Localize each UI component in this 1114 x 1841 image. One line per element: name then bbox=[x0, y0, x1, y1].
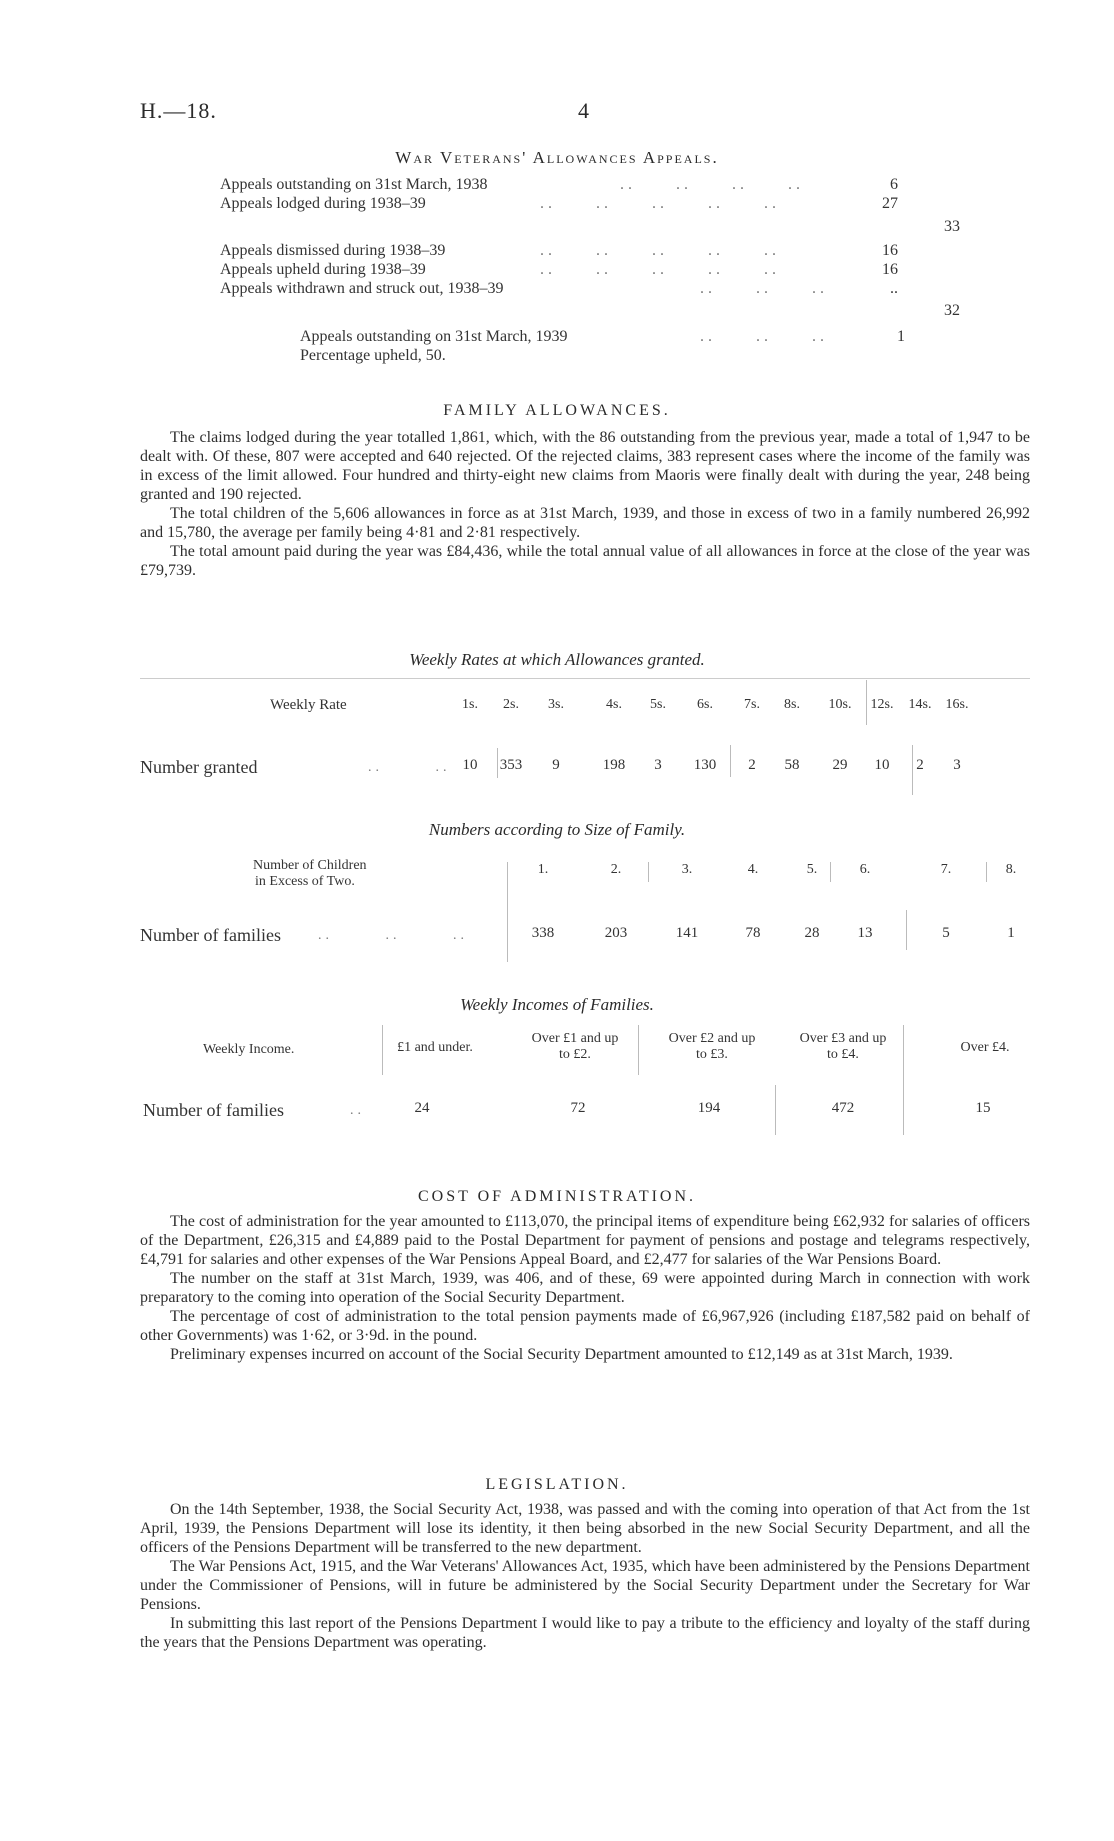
leader-dots: .. .. .. .. .. bbox=[540, 261, 780, 278]
children-excess-label-b: in Excess of Two. bbox=[255, 874, 355, 889]
column-rule bbox=[903, 1025, 904, 1135]
paragraph: The War Pensions Act, 1915, and the War Veterans' Allowances Act, 1935, which have been administered by the Pensions Department under the Commissioner of Pensions, will in future be administered by the Social Security Department under the Secretary for War Pensions. bbox=[140, 1558, 1030, 1613]
income-count-cell: 72 bbox=[570, 1100, 586, 1116]
income-header-line: Over £3 and up bbox=[799, 1031, 887, 1046]
rate-count-cell: 353 bbox=[499, 757, 523, 773]
paragraph: On the 14th September, 1938, the Social Security Act, 1938, was passed and with the coming into operation of that Act from the 1st April, 1939, the Pensions Department will lose its identity, it then being absorbed in the new Social Security Department, and all the officers of the Pensions Department will be transferred to the new department. bbox=[140, 1501, 1030, 1556]
leader-dots: .. .. .. bbox=[318, 928, 468, 943]
number-of-families-label: Number of families bbox=[140, 925, 281, 945]
appeals-dismissed-value: 16 bbox=[882, 242, 898, 259]
column-rule bbox=[912, 745, 913, 795]
appeals-withdrawn-label: Appeals withdrawn and struck out, 1938–39 bbox=[220, 280, 504, 297]
income-header-cell bbox=[778, 1031, 908, 1063]
paragraph: The total amount paid during the year was £84,436, while the total annual value of all allowances in force at the close of the year was £79,739. bbox=[140, 543, 1030, 579]
rate-count-cell: 10 bbox=[874, 757, 890, 773]
column-rule bbox=[507, 862, 508, 962]
rate-header-cell: 2s. bbox=[503, 697, 519, 712]
rate-count-cell: 2 bbox=[916, 757, 924, 773]
leader-dots: .. .. .. .. .. bbox=[540, 195, 780, 212]
income-header-line: Over £1 and up bbox=[531, 1031, 619, 1046]
weekly-rates-title: Weekly Rates at which Allowances granted. bbox=[409, 650, 705, 669]
income-header-line: to £3. bbox=[696, 1047, 728, 1062]
column-rule bbox=[648, 862, 649, 882]
appeals-outstanding-start-label: Appeals outstanding on 31st March, 1938 bbox=[220, 176, 488, 193]
size-header-cell: 2. bbox=[610, 862, 622, 877]
rate-count-cell: 58 bbox=[784, 757, 800, 773]
rate-count-cell: 2 bbox=[748, 757, 756, 773]
rate-header-cell: 12s. bbox=[870, 697, 894, 712]
income-header-cell bbox=[920, 1040, 1050, 1056]
family-allowances-text bbox=[140, 428, 1030, 580]
income-header-cell bbox=[647, 1031, 777, 1063]
leader-dots: .. .. bbox=[368, 760, 451, 775]
size-family-title: Numbers according to Size of Family. bbox=[428, 820, 686, 839]
size-count-cell: 1 bbox=[1007, 925, 1015, 941]
size-count-cell: 5 bbox=[942, 925, 950, 941]
paragraph: The total children of the 5,606 allowances in force as at 31st March, 1939, and those in excess of two in a family numbered 26,992 and 15,780, the average per family being 4·81 and 2·81 respectively. bbox=[140, 505, 1030, 541]
appeals-lodged-value: 27 bbox=[882, 195, 898, 212]
size-header-cell: 8. bbox=[1005, 862, 1017, 877]
size-count-cell: 28 bbox=[804, 925, 820, 941]
income-header-line: £1 and under. bbox=[397, 1040, 473, 1055]
income-count-cell: 194 bbox=[697, 1100, 721, 1116]
size-count-cell: 78 bbox=[745, 925, 761, 941]
income-header-cell bbox=[370, 1040, 500, 1056]
rate-header-cell: 7s. bbox=[744, 697, 760, 712]
incomes-title: Weekly Incomes of Families. bbox=[460, 995, 654, 1014]
column-rule bbox=[830, 862, 831, 882]
appeals-lodged-label: Appeals lodged during 1938–39 bbox=[220, 195, 426, 212]
rate-header-cell: 1s. bbox=[462, 697, 478, 712]
weekly-income-label: Weekly Income. bbox=[203, 1042, 295, 1057]
column-rule bbox=[775, 1085, 776, 1135]
size-count-cell: 13 bbox=[857, 925, 873, 941]
income-count-cell: 24 bbox=[414, 1100, 430, 1116]
rate-header-cell: 8s. bbox=[784, 697, 800, 712]
rate-count-cell: 3 bbox=[953, 757, 961, 773]
appeals-outstanding-start-value: 6 bbox=[890, 176, 898, 193]
leader-dots: .. bbox=[350, 1103, 365, 1118]
appeals-dismissed-label: Appeals dismissed during 1938–39 bbox=[220, 242, 446, 259]
income-count-cell: 15 bbox=[975, 1100, 991, 1116]
size-header-cell: 4. bbox=[747, 862, 759, 877]
page-reference: H.—18. bbox=[140, 98, 217, 123]
size-header-cell: 3. bbox=[681, 862, 693, 877]
number-granted-label: Number granted bbox=[140, 757, 258, 777]
income-header-line: to £2. bbox=[559, 1047, 591, 1062]
column-rule bbox=[638, 1025, 639, 1075]
family-allowances-title: FAMILY ALLOWANCES. bbox=[443, 402, 671, 419]
rate-header-cell: 10s. bbox=[828, 697, 852, 712]
leader-dots: .. .. .. bbox=[700, 328, 828, 345]
income-header-line: to £4. bbox=[827, 1047, 859, 1062]
rate-header-cell: 14s. bbox=[908, 697, 932, 712]
table-rule bbox=[140, 678, 1030, 679]
income-families-label: Number of families bbox=[143, 1100, 284, 1120]
rate-header-cell: 5s. bbox=[650, 697, 666, 712]
page-number: 4 bbox=[578, 98, 589, 123]
column-rule bbox=[866, 680, 867, 725]
rate-header-cell: 3s. bbox=[548, 697, 564, 712]
size-header-cell: 6. bbox=[859, 862, 871, 877]
cost-title: COST OF ADMINISTRATION. bbox=[417, 1188, 697, 1205]
leader-dots: .. .. .. .. .. bbox=[540, 242, 780, 259]
leader-dots: .. .. .. bbox=[700, 280, 828, 297]
children-excess-label-a: Number of Children bbox=[253, 858, 367, 873]
appeals-percentage-upheld: Percentage upheld, 50. bbox=[300, 347, 446, 364]
paragraph: The number on the staff at 31st March, 1939, was 406, and of these, 69 were appointed during March in connection with work preparatory to the coming into operation of the Social Security Department. bbox=[140, 1270, 1030, 1306]
paragraph: In submitting this last report of the Pensions Department I would like to pay a tribute to the efficiency and loyalty of the staff during the years that the Pensions Department was operating. bbox=[140, 1615, 1030, 1651]
cost-text bbox=[140, 1212, 1030, 1364]
rate-count-cell: 198 bbox=[602, 757, 626, 773]
rate-header-cell: 16s. bbox=[945, 697, 969, 712]
paragraph: The cost of administration for the year amounted to £113,070, the principal items of expenditure being £62,932 for salaries of officers of the Department, £26,315 and £4,889 paid to the Postal Department for payment of pensions and postage and telegrams respectively, £4,791 for salaries and other expenses of the War Pensions Appeal Board, and £2,477 for salaries of the War Pensions Board. bbox=[140, 1213, 1030, 1268]
appeals-subtotal-2: 32 bbox=[944, 302, 960, 319]
size-count-cell: 338 bbox=[531, 925, 555, 941]
column-rule bbox=[906, 910, 907, 950]
rate-count-cell: 130 bbox=[693, 757, 717, 773]
rate-count-cell: 3 bbox=[654, 757, 662, 773]
appeals-subtotal-1: 33 bbox=[944, 218, 960, 235]
column-rule bbox=[497, 748, 498, 778]
paragraph: The claims lodged during the year totalled 1,861, which, with the 86 outstanding from the previous year, made a total of 1,947 to be dealt with. Of these, 807 were accepted and 640 rejected. Of the rejected claims, 383 represent cases where the income of the family was in excess of the limit allowed. Four hundred and thirty-eight new claims from Maoris were finally dealt with during the year, 248 being granted and 190 rejected. bbox=[140, 429, 1030, 503]
size-header-cell: 5. bbox=[806, 862, 818, 877]
size-count-cell: 141 bbox=[675, 925, 699, 941]
rate-count-cell: 10 bbox=[462, 757, 478, 773]
column-rule bbox=[730, 745, 731, 777]
appeals-upheld-label: Appeals upheld during 1938–39 bbox=[220, 261, 426, 278]
column-rule bbox=[382, 1025, 383, 1075]
rate-count-cell: 9 bbox=[552, 757, 560, 773]
appeals-upheld-value: 16 bbox=[882, 261, 898, 278]
legislation-text bbox=[140, 1500, 1030, 1652]
rate-header-cell: 4s. bbox=[606, 697, 622, 712]
appeals-outstanding-end-label: Appeals outstanding on 31st March, 1939 bbox=[300, 328, 568, 345]
weekly-rate-label: Weekly Rate bbox=[270, 697, 347, 713]
column-rule bbox=[986, 862, 987, 882]
income-header-line: Over £4. bbox=[960, 1040, 1010, 1055]
rate-header-cell: 6s. bbox=[697, 697, 713, 712]
appeals-withdrawn-value: .. bbox=[890, 280, 898, 297]
income-count-cell: 472 bbox=[831, 1100, 855, 1116]
rate-count-cell: 29 bbox=[832, 757, 848, 773]
legislation-title: LEGISLATION. bbox=[485, 1476, 629, 1493]
size-header-cell: 1. bbox=[537, 862, 549, 877]
paragraph: The percentage of cost of administration to the total pension payments made of £6,967,926 (including £187,582 paid on behalf of other Governments) was 1·62, or 3·9d. in the pound. bbox=[140, 1308, 1030, 1344]
appeals-title: War Veterans' Allowances Appeals. bbox=[395, 148, 719, 167]
size-count-cell: 203 bbox=[604, 925, 628, 941]
income-header-cell bbox=[510, 1031, 640, 1063]
size-header-cell: 7. bbox=[940, 862, 952, 877]
income-header-line: Over £2 and up bbox=[668, 1031, 756, 1046]
paragraph: Preliminary expenses incurred on account of the Social Security Department amounted to £12,149 as at 31st March, 1939. bbox=[170, 1346, 953, 1363]
appeals-outstanding-end-value: 1 bbox=[897, 328, 905, 345]
leader-dots: .. .. .. .. bbox=[620, 176, 804, 193]
